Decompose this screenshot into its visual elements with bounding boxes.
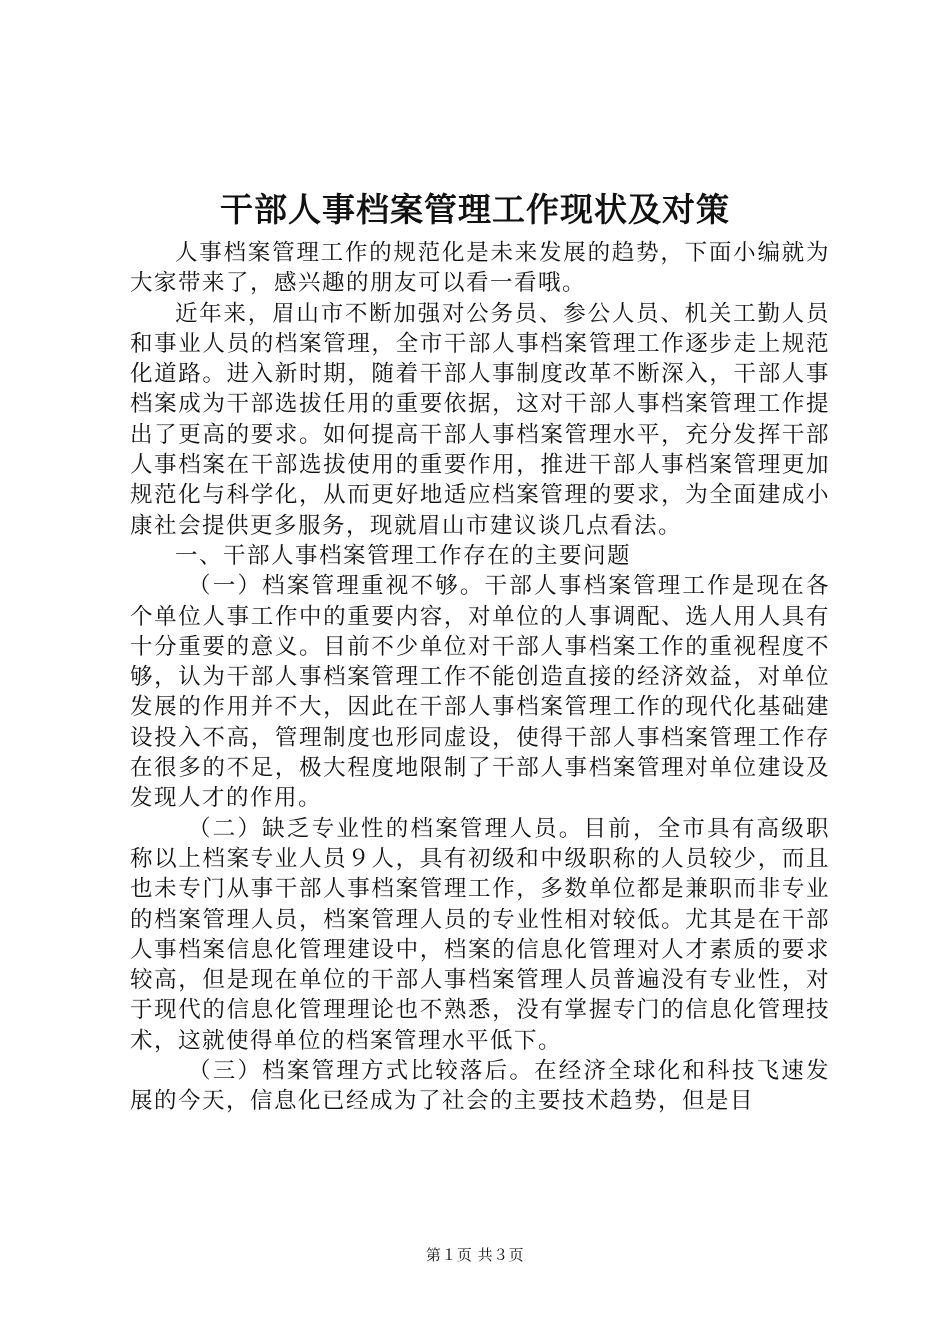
document-title: 干部人事档案管理工作现状及对策 [220,190,730,229]
section-heading: 一、干部人事档案管理工作存在的主要问题 [175,542,632,569]
problem-1-paragraph: （一）档案管理重视不够。干部人事档案管理工作是现在各个单位人事工作中的重要内容，对单位的人事调配、选人用人具有十分重要的意义。目前不少单位对干部人事档案工作的重视程度不够，认为干部人事档案管理工作不能创造直接的经济效益，对单位发展的作用并不大，因此在干部人事档案管理工作的现代化基础建设投入不高，管理制度也形同虚设，使得干部人事档案管理工作存在很多的不足，极大程度地限制了干部人事档案管理对单位建设及发现人才的作用。 [130,573,830,812]
background-paragraph: 近年来，眉山市不断加强对公务员、参公人员、机关工勤人员和事业人员的档案管理，全市干部人事档案管理工作逐步走上规范化道路。进入新时期，随着干部人事制度改革不断深入，干部人事档案成为干部选拔任用的重要依据，这对干部人事档案管理工作提出了更高的要求。如何提高干部人事档案管理水平，充分发挥干部人事档案在干部选拔使用的重要作用，推进干部人事档案管理更加规范化与科学化，从而更好地适应档案管理的要求，为全面建成小康社会提供更多服务，现就眉山市建议谈几点看法。 [130,300,830,539]
document-body [130,238,830,1117]
intro-paragraph: 人事档案管理工作的规范化是未来发展的趋势，下面小编就为大家带来了，感兴趣的朋友可以看一看哦。 [130,240,830,297]
problem-3-paragraph: （三）档案管理方式比较落后。在经济全球化和科技飞速发展的今天，信息化已经成为了社会的主要技术趋势，但是目 [130,1058,830,1115]
problem-2-paragraph: （二）缺乏专业性的档案管理人员。目前，全市具有高级职称以上档案专业人员９人，具有初级和中级职称的人员较少，而且也未专门从事干部人事档案管理工作，多数单位都是兼职而非专业的档案管理人员，档案管理人员的专业性相对较低。尤其是在干部人事档案信息化管理建设中，档案的信息化管理对人才素质的要求较高，但是现在单位的干部人事档案管理人员普遍没有专业性，对于现代的信息化管理理论也不熟悉，没有掌握专门的信息化管理技术，这就使得单位的档案管理水平低下。 [130,815,830,1054]
page-footer: 第１页 共３页 [425,1246,525,1264]
